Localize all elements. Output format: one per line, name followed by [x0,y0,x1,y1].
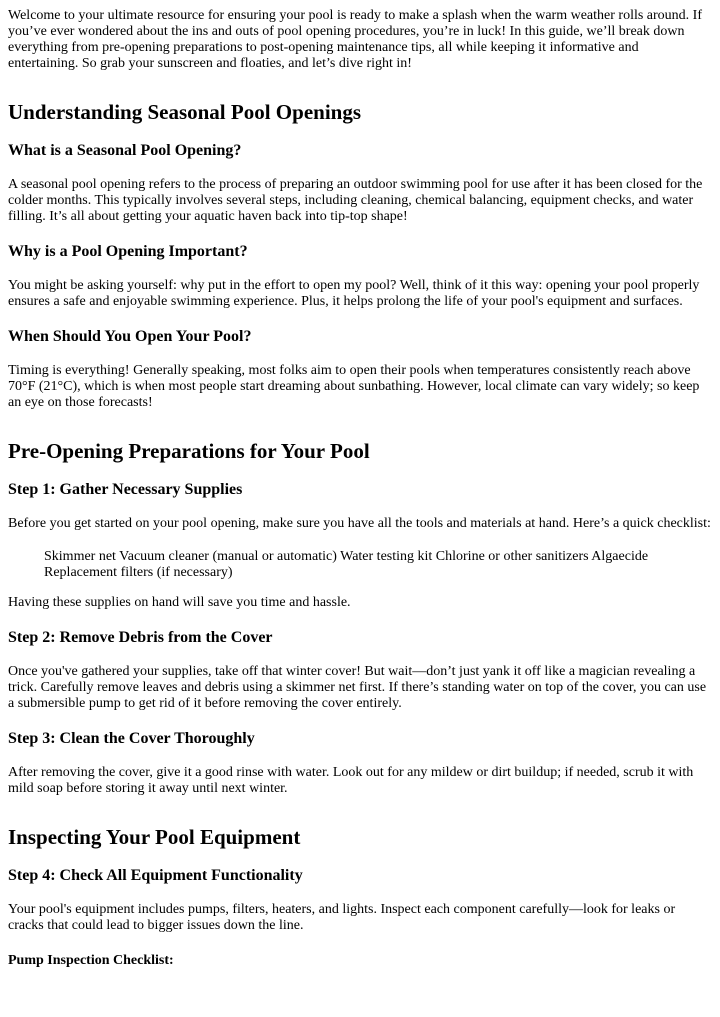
subheading-step-1: Step 1: Gather Necessary Supplies [8,481,243,498]
subheading-step-4: Step 4: Check All Equipment Functionality [8,867,303,884]
subheading-when-open: When Should You Open Your Pool? [8,328,252,345]
paragraph-step-1-after: Having these supplies on hand will save you time and hassle. [8,595,351,610]
section-heading-seasonal-openings: Understanding Seasonal Pool Openings [8,100,362,124]
subheading-step-3: Step 3: Clean the Cover Thoroughly [8,730,255,747]
section-heading-pre-opening: Pre-Opening Preparations for Your Pool [8,439,370,463]
subheading-step-2: Step 2: Remove Debris from the Cover [8,629,273,646]
paragraph-why-important: You might be asking yourself: why put in the effort to open my pool? Well, think of it this way: opening your pool properly ensures a safe and enjoyable swimming experience. Plus, it helps prolong the life of your pool's equipment and surfaces. [8,278,700,309]
supplies-checklist: Skimmer net Vacuum cleaner (manual or automatic) Water testing kit Chlorine or other sanitizers Algaecide Replacement filters (if necessary) [44,549,649,580]
pump-checklist-heading: Pump Inspection Checklist: [8,953,174,968]
section-heading-equipment: Inspecting Your Pool Equipment [8,825,301,849]
paragraph-step-2: Once you've gathered your supplies, take off that winter cover! But wait—don’t just yank it off like a magician revealing a trick. Carefully remove leaves and debris using a skimmer net first. If there’s standing water on top of the cover, you can use a submersible pump to get rid of it before removing the cover entirely. [8,664,707,711]
paragraph-step-1: Before you get started on your pool opening, make sure you have all the tools and materials at hand. Here’s a quick checklist: [8,516,711,531]
paragraph-what-is-opening: A seasonal pool opening refers to the process of preparing an outdoor swimming pool for use after it has been closed for the colder months. This typically involves several steps, including cleaning, chemical balancing, equipment checks, and water filling. It’s all about getting your aquatic haven back into tip-top shape! [8,177,703,224]
intro-paragraph: Welcome to your ultimate resource for ensuring your pool is ready to make a splash when the warm weather rolls around. If you’ve ever wondered about the ins and outs of pool opening procedures, you’re in luck! In this guide, we’ll break down everything from pre-opening preparations to post-opening maintenance tips, all while keeping it informative and entertaining. So grab your sunscreen and floaties, and let’s dive right in! [8,8,702,71]
paragraph-step-3: After removing the cover, give it a good rinse with water. Look out for any mildew or dirt buildup; if needed, scrub it with mild soap before storing it away until next winter. [8,765,694,796]
subheading-why-important: Why is a Pool Opening Important? [8,243,248,260]
paragraph-when-open: Timing is everything! Generally speaking, most folks aim to open their pools when temperatures consistently reach above 70°F (21°C), which is when most people start dreaming about sunbathing. However, local climate can vary widely; so keep an eye on those forecasts! [8,363,700,410]
subheading-what-is-opening: What is a Seasonal Pool Opening? [8,142,242,159]
paragraph-step-4: Your pool's equipment includes pumps, filters, heaters, and lights. Inspect each component carefully—look for leaks or cracks that could lead to bigger issues down the line. [8,902,676,933]
